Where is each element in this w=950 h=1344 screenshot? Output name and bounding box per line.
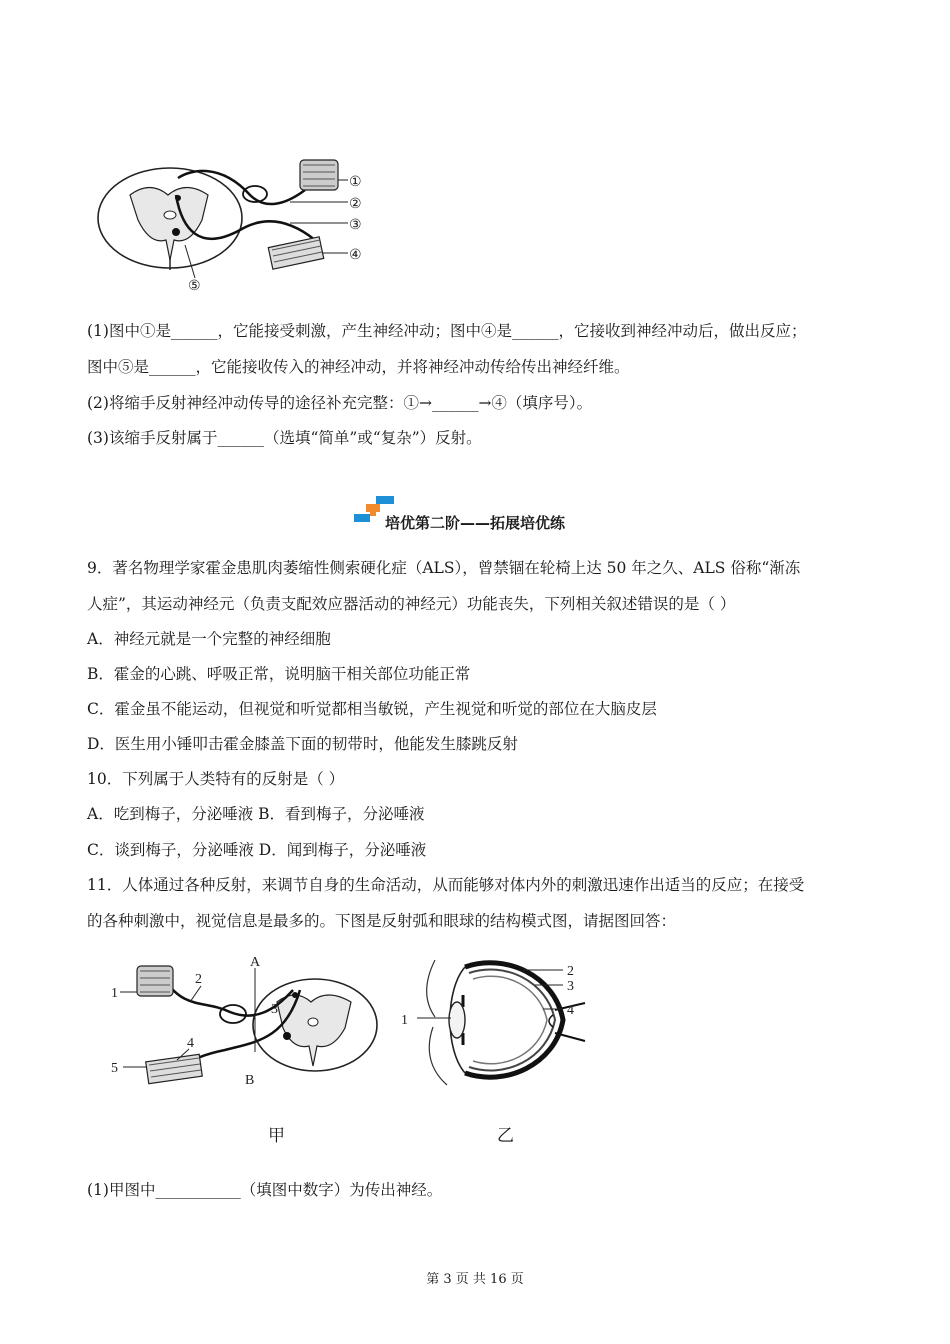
fig1-label-5: ⑤ xyxy=(188,279,201,294)
reflex-arc-diagram-1 xyxy=(90,150,380,300)
page-footer: 第 3 页 共 16 页 xyxy=(426,1272,524,1287)
jia-label-a: A xyxy=(250,955,261,970)
q11-stem-line1: 11．人体通过各种反射，来调节自身的生命活动，从而能够对体内外的刺激迅速作出适当的反应；在接受 xyxy=(87,876,805,894)
fig1-label-2: ② xyxy=(349,197,362,212)
q9-option-b: B．霍金的心跳、呼吸正常，说明脑干相关部位功能正常 xyxy=(87,665,471,683)
q10-options-row2: C．谈到梅子，分泌唾液 D．闻到梅子，分泌唾液 xyxy=(87,841,427,859)
q9-option-c: C．霍金虽不能运动，但视觉和听觉都相当敏锐，产生视觉和听觉的部位在大脑皮层 xyxy=(87,700,657,718)
q10-stem: 10．下列属于人类特有的反射是（ ） xyxy=(87,770,345,788)
q10-options-row1: A．吃到梅子，分泌唾液 B．看到梅子，分泌唾液 xyxy=(87,805,425,823)
jia-label-1: 1 xyxy=(111,986,118,1001)
q11-stem-line2: 的各种刺激中，视觉信息是最多的。下图是反射弧和眼球的结构模式图，请据图回答： xyxy=(87,912,677,930)
q9-option-d: D．医生用小锤叩击霍金膝盖下面的韧带时，他能发生膝跳反射 xyxy=(87,735,518,753)
yi-label-3: 3 xyxy=(567,979,574,994)
q8-part2: (2)将缩手反射神经冲动传导的途径补充完整：①→______→④（填序号）。 xyxy=(87,394,593,412)
jia-label-b: B xyxy=(245,1073,255,1088)
q11-part1: (1)甲图中___________（填图中数字）为传出神经。 xyxy=(87,1181,443,1199)
jia-label-4: 4 xyxy=(187,1036,194,1051)
eyeball-diagram-yi xyxy=(395,955,595,1095)
q8-part3: (3)该缩手反射属于______（选填“简单”或“复杂”）反射。 xyxy=(87,429,482,447)
yi-label-1: 1 xyxy=(401,1013,408,1028)
jia-label-2: 2 xyxy=(195,972,202,987)
jia-label-5: 5 xyxy=(111,1061,118,1076)
q9-option-a: A．神经元就是一个完整的神经细胞 xyxy=(87,630,331,648)
yi-label-2: 2 xyxy=(567,964,574,979)
caption-jia: 甲 xyxy=(268,1126,285,1146)
section-title: 培优第二阶——拓展培优练 xyxy=(384,514,565,532)
fig1-label-4: ④ xyxy=(349,248,362,263)
q8-part1-line1: (1)图中①是______，它能接受刺激，产生神经冲动；图中④是______，它接收到神经冲动后，做出反应； xyxy=(87,322,807,340)
fig1-label-3: ③ xyxy=(349,218,362,233)
jia-label-3: 3 xyxy=(271,1002,278,1017)
q9-stem-line2: 人症”，其运动神经元（负责支配效应器活动的神经元）功能丧失，下列相关叙述错误的是（ ） xyxy=(87,595,736,613)
reflex-arc-diagram-jia xyxy=(105,950,385,1100)
q9-stem-line1: 9．著名物理学家霍金患肌肉萎缩性侧索硬化症（ALS），曾禁锢在轮椅上达 50 年之久、ALS 俗称“渐冻 xyxy=(87,559,801,577)
q8-part1-line2: 图中⑤是______，它能接收传入的神经冲动，并将神经冲动传给传出神经纤维。 xyxy=(87,358,630,376)
yi-label-4: 4 xyxy=(567,1003,574,1018)
caption-yi: 乙 xyxy=(497,1126,514,1146)
fig1-label-1: ① xyxy=(349,175,362,190)
